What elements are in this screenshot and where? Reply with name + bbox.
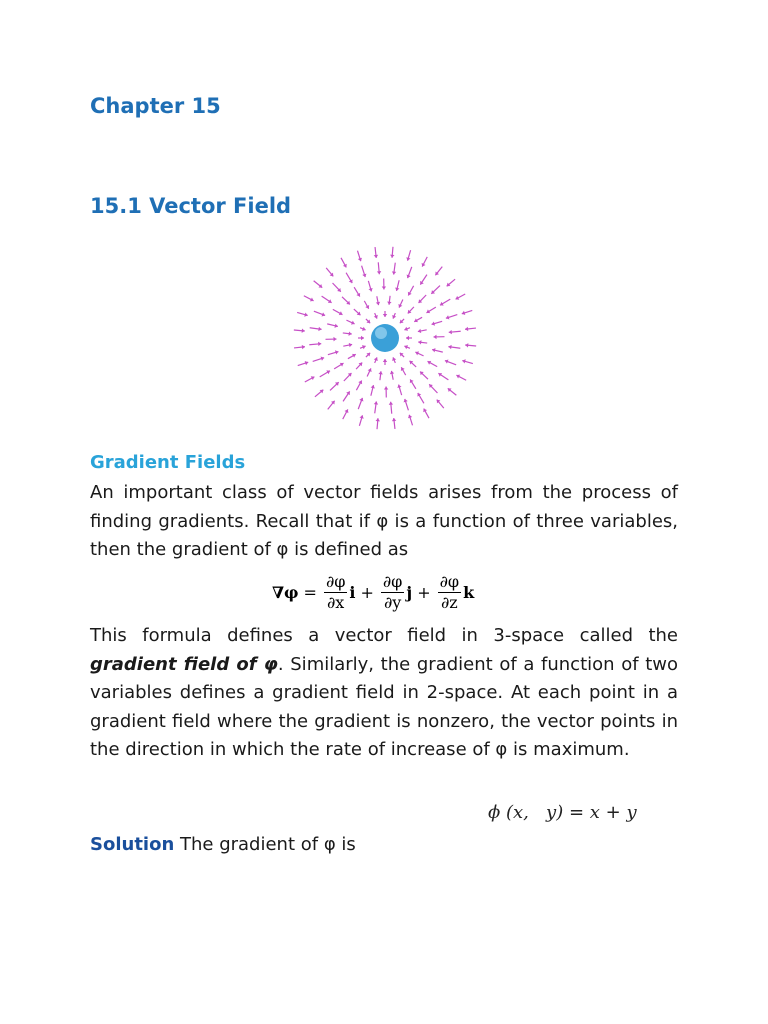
field-arrowhead [389,402,393,405]
field-arrowhead [333,337,336,341]
field-arrowhead [382,286,386,289]
field-arrowhead [387,301,391,304]
paragraph2-before: This formula defines a vector field in 3-space called the [90,625,678,646]
field-arrowhead [392,271,396,274]
section-title: 15.1 Vector Field [90,194,292,218]
field-arrowhead [465,327,468,331]
field-arrowhead [418,340,421,344]
plus-2: + [417,582,431,602]
fraction-y-num: ∂φ [382,571,403,591]
formula-equals: = [303,582,317,602]
paragraph2-emphasis: gradient field of φ [90,653,278,675]
fraction-x-num: ∂φ [325,571,346,591]
field-arrowhead [302,329,305,333]
field-arrowhead [318,342,321,346]
example-x: x [589,802,600,823]
plus-1: + [360,582,374,602]
field-arrowhead [378,371,382,374]
unit-i: i [349,582,356,602]
globe-highlight [375,327,387,339]
example-y: y [626,802,637,823]
field-arrowhead [390,255,394,258]
field-arrowhead [383,359,387,362]
field-arrowhead [384,386,388,389]
field-arrowhead [448,345,451,349]
vector-field-figure [285,238,485,438]
fraction-z-num: ∂φ [439,571,460,591]
field-arrowhead [376,418,380,421]
formula-lhs: ∇φ [272,582,299,602]
paragraph-intro: An important class of vector fields arises from the process of finding gradients. Recall that if φ is a function of three variables, then the gradient of φ is defined as [90,482,678,560]
field-arrowhead [433,335,436,339]
paragraph-gradient-field [90,622,678,765]
fraction-y [381,573,404,612]
unit-j: j [406,582,413,602]
field-arrowhead [465,343,468,347]
unit-k: k [463,582,475,602]
field-arrowhead [374,401,378,404]
example-equals: = [563,802,590,823]
paragraph2-after: . Similarly, the gradient of a function of two variables defines a gradient field in 2-space. At each point in a gradient field where the gradient is nonzero, the vector points in the direction in which the rate of increase of φ is maximum. [90,653,678,760]
example-lhs: ϕ (x, y) [488,802,564,823]
fraction-z-den: ∂z [440,592,458,612]
fraction-x [324,573,347,612]
fraction-x-den: ∂x [327,592,345,612]
fraction-y-den: ∂y [383,592,402,612]
field-arrowhead [383,314,387,317]
field-arrowhead [361,336,364,340]
fraction-z [438,573,461,612]
field-arrowhead [348,331,351,335]
field-arrowhead [392,418,396,421]
solution-line [90,834,356,855]
example-plus: + [599,802,627,823]
field-arrowhead [377,271,381,274]
example-function [488,802,637,823]
field-arrowhead [374,255,378,258]
earth-globe [371,324,399,352]
solution-text: The gradient of φ is [174,834,356,855]
gradient-fields-heading: Gradient Fields [90,452,246,473]
field-arrowhead [318,327,321,331]
field-arrowhead [302,345,305,349]
chapter-title: Chapter 15 [90,94,221,118]
field-arrowhead [406,336,409,340]
solution-label: Solution [90,834,175,855]
field-arrowhead [449,330,452,334]
gradient-formula [272,564,474,620]
